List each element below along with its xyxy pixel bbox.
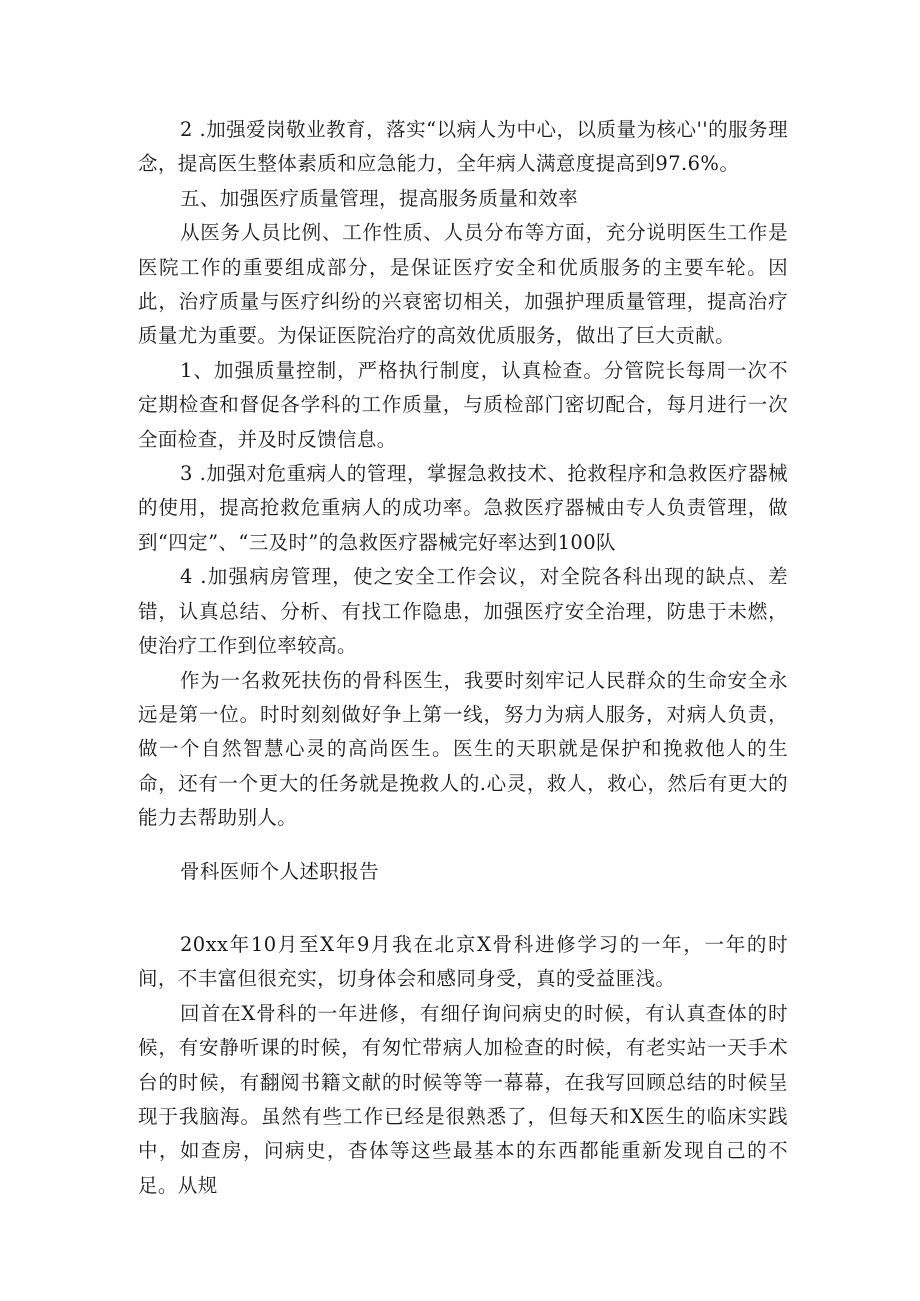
paragraph-quality-control: 1、加强质量控制，严格执行制度，认真检查。分管院长每周一次不定期检查和督促各学科的工作质量，与质检部门密切配合，每月进行一次全面检查，并及时反馈信息。 [138, 358, 788, 451]
paragraph-critical-patients: 3 .加强对危重病人的管理，掌握急救技术、抢救程序和急救医疗器械的使用，提高抢救危重病人的成功率。急救医疗器械由专人负责管理，做到“四定”、“三及时”的急救医疗器械完好率达到100队 [138, 462, 788, 554]
document-body-top [138, 113, 788, 836]
paragraph-staff-importance: 从医务人员比例、工作性质、人员分布等方面，充分说明医生工作是医院工作的重要组成部分，是保证医疗安全和优质服务的主要车轮。因此，治疗质量与医疗纠纷的兴衰密切相关，加强护理质量管理，提高治疗质量尤为重要。为保证医院治疗的高效优质服务，做出了巨大贡献。 [138, 221, 788, 348]
document-body-bottom [138, 928, 788, 1203]
paragraph-service-concept: 2 .加强爱岗敬业教育，落实“以病人为中心，以质量为核心''的服务理念，提高医生整体素质和应急能力，全年病人满意度提高到97.6%。 [138, 118, 788, 176]
section-title: 骨科医师个人述职报告 [180, 860, 380, 883]
paragraph-doctor-duty: 作为一名救死扶伤的骨科医生，我要时刻牢记人民群众的生命安全永远是第一位。时时刻刻做好争上第一线，努力为病人服务，对病人负责，做一个自然智慧心灵的高尚医生。医生的天职就是保护和挽救他人的生命，还有一个更大的任务就是挽救人的.心灵，救人，救心，然后有更大的能力去帮助别人。 [138, 668, 788, 830]
paragraph-study-year: 20xx年10月至X年9月我在北京X骨科进修学习的一年，一年的时间，不丰富但很充实，切身体会和感同身受，真的受益匪浅。 [138, 933, 788, 991]
section-title-block [138, 855, 788, 889]
paragraph-review: 回首在X骨科的一年进修，有细仔询问病史的时候，有认真查体的时候，有安静听课的时候，有匆忙带病人加检查的时候，有老实站一天手术台的时候，有翻阅书籍文献的时候等等一幕幕，在我写回顾总结的时候呈现于我脑海。虽然有些工作已经是很熟悉了，但每天和X医生的临床实践中，如查房，问病史，杳体等这些最基本的东西都能重新发现自己的不足。从规 [138, 1001, 788, 1197]
section-heading-quality: 五、加强医疗质量管理，提高服务质量和效率 [180, 186, 579, 210]
paragraph-ward-management: 4 .加强病房管理，使之安全工作会议，对全院各科出现的缺点、差错，认真总结、分析、有找工作隐患，加强医疗安全治理，防患于未燃，使治疗工作到位率较高。 [138, 565, 788, 658]
